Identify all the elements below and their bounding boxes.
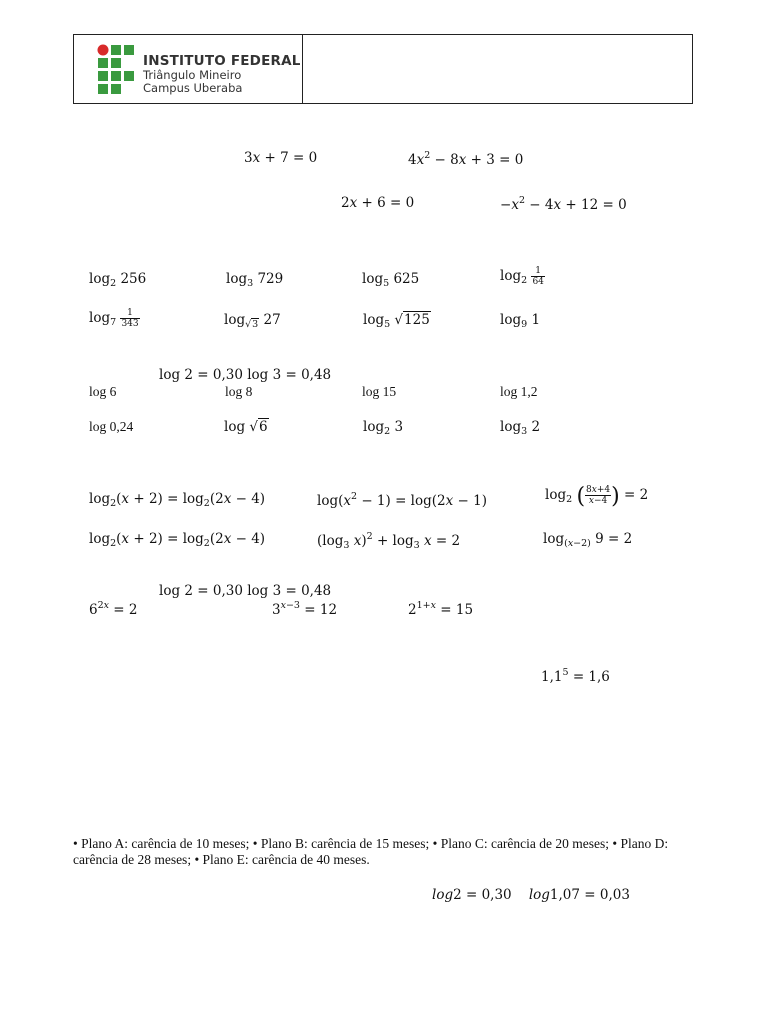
institute-logo-icon <box>97 44 137 96</box>
log-expr: log 6 <box>89 384 117 399</box>
campus-line-2: Campus Uberaba <box>143 81 243 95</box>
log-expr: $\log_3 2$ <box>500 419 541 437</box>
exponential-equation: $6^{2x} = 2$ <box>89 600 138 618</box>
log-expr: log √6 <box>224 419 268 435</box>
log-expr: $\log_2$ $\frac{1}{64}$ <box>500 266 544 287</box>
log-expr: log 0,24 <box>89 419 134 434</box>
campus-line-1: Triângulo Mineiro <box>143 68 242 82</box>
equation-3: 2x + 6 = 0 <box>341 195 415 211</box>
exponential-equation: $2^{1+x} = 15$ <box>408 600 474 618</box>
equation-1: 3x + 7 = 0 <box>244 150 318 166</box>
plans-paragraph: • Plano A: carência de 10 meses; • Plano B: carência de 15 meses; • Plano C: carência de 20 meses; • Plano D: carência de 28 meses; • Plano E: carência de 40 meses. <box>73 836 669 867</box>
header-box <box>73 34 693 104</box>
institution-name: INSTITUTO FEDERAL <box>143 53 301 69</box>
header-empty-cell <box>303 35 692 103</box>
log-equation: $\log_2(x + 2) = \log_2(2x - 4)$ <box>89 531 266 549</box>
log-equation: $\log_2$ ( $\frac{8x+4}{x-4}$ ) = 2 <box>545 484 649 509</box>
final-given-values: log2 = 0,30 log1,07 = 0,03 <box>432 887 630 903</box>
equation-2: $4x^2 - 8x + 3 = 0$ <box>408 150 524 168</box>
log-expr: $\log_2 3$ <box>363 419 404 437</box>
log-expr: $\log_7$ $\frac{1}{343}$ <box>89 308 139 329</box>
exponential-equation: $3^{x-3} = 12$ <box>272 600 338 618</box>
log-expr: $\log_3 729$ <box>226 271 284 289</box>
log-expr: log 1,2 <box>500 384 538 399</box>
logo-cell <box>74 35 303 103</box>
log-expr: $\log_5 √125$ <box>363 312 430 330</box>
power-identity: $1,1^5 = 1,6$ <box>541 667 610 685</box>
log-expr: log 15 <box>362 384 397 399</box>
log-equation: ($\log_3$ $x)^2 + \log_3 x = 2$ <box>317 531 461 551</box>
log-equation: $\log(x^2 - 1) = \log(2x - 1)$ <box>317 491 487 509</box>
log-expr: $\log_2 256$ <box>89 271 147 289</box>
log-equation: $\log_2(x + 2) = \log_2(2x - 4)$ <box>89 491 266 509</box>
log-expr: $\log_9 1$ <box>500 312 541 330</box>
log-expr: $\log_5 625$ <box>362 271 420 289</box>
log-expr: $\log_{√3} 27$ <box>224 312 281 330</box>
given-values: log 2 = 0,30 log 3 = 0,48 <box>159 583 332 599</box>
logo-text <box>143 53 301 95</box>
given-values: log 2 = 0,30 log 3 = 0,48 <box>159 367 332 383</box>
log-equation: $\log_{(x-2)} 9 = 2$ <box>543 531 633 549</box>
equation-4: $-x^2 - 4x + 12 = 0$ <box>500 195 627 213</box>
log-expr: log 8 <box>225 384 253 399</box>
